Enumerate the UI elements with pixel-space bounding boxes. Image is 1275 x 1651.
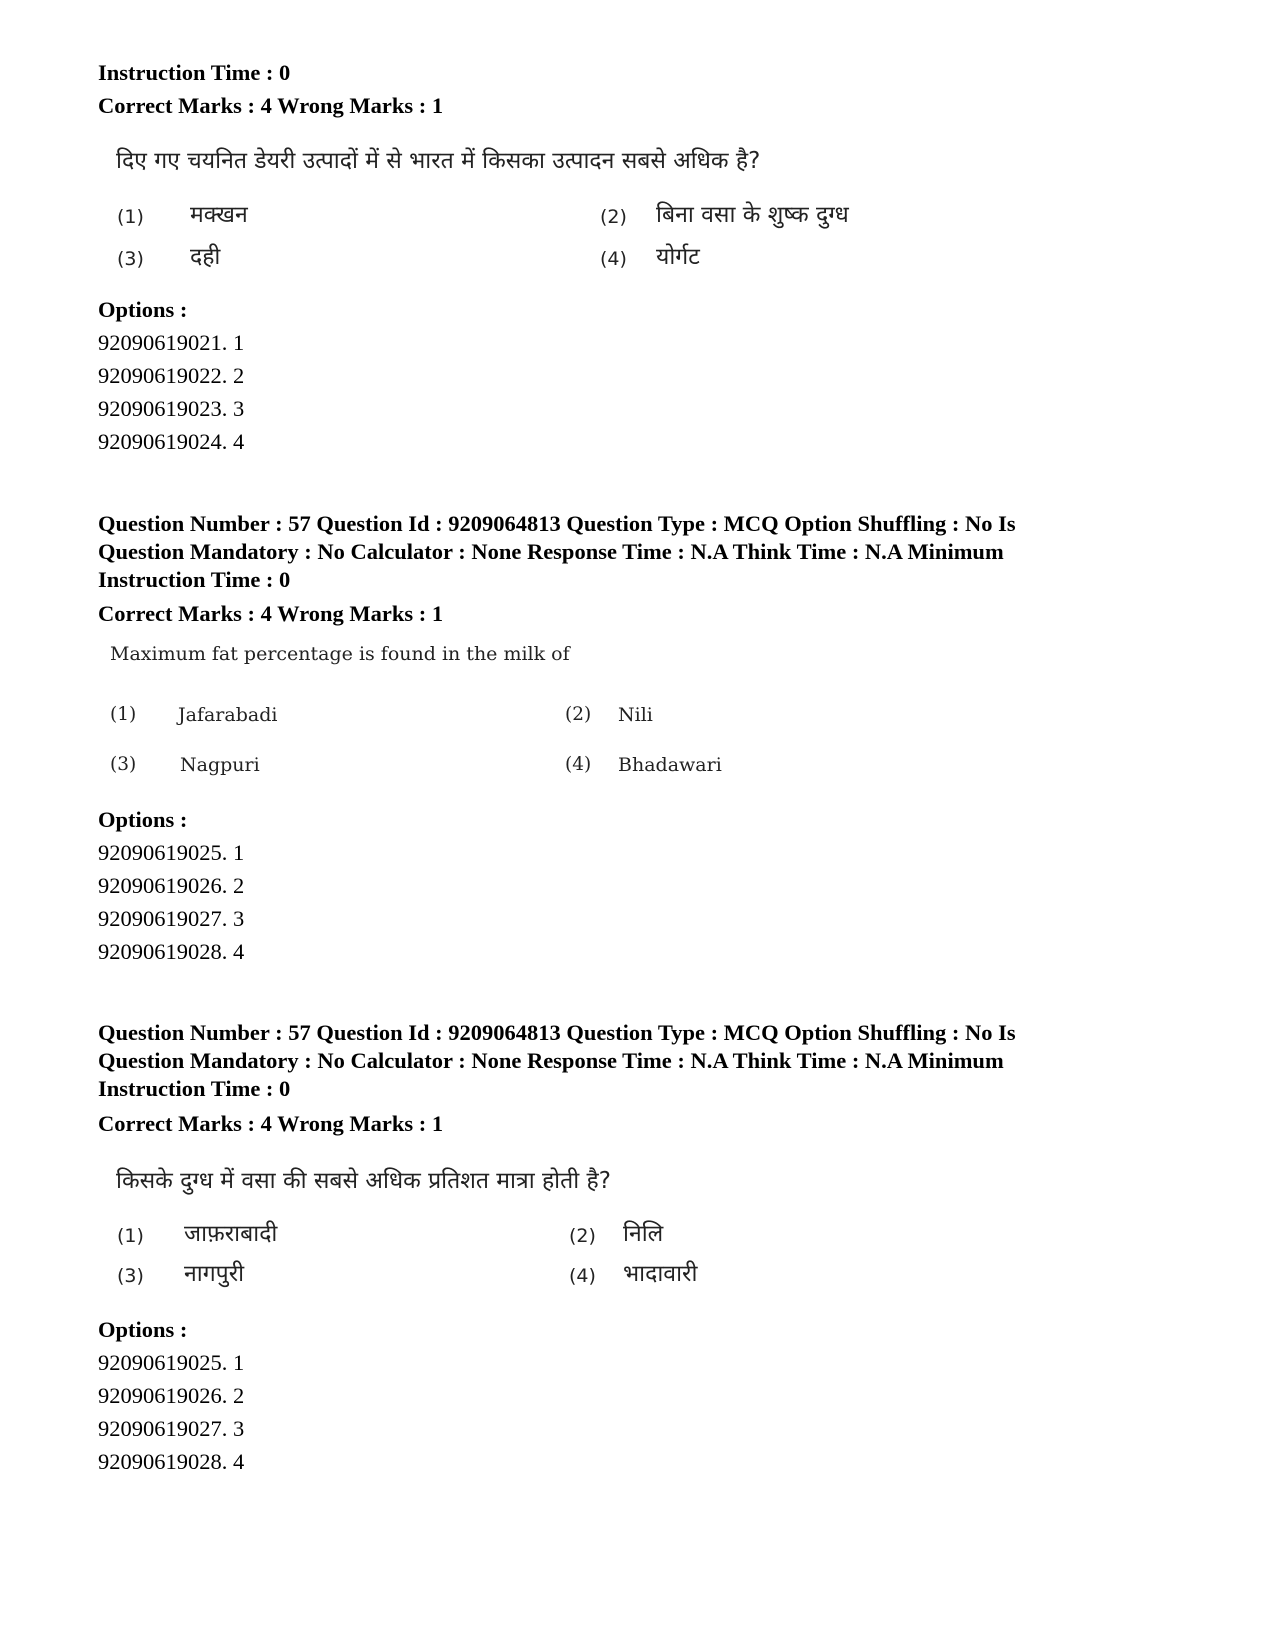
option-line: 92090619022. 2	[98, 363, 245, 388]
choice-number: (4)	[565, 754, 592, 775]
choice-number: (4)	[569, 1265, 596, 1287]
option-line: 92090619021. 1	[98, 330, 245, 355]
choice-number: (1)	[110, 704, 137, 725]
option-line: 92090619025. 1	[98, 1350, 245, 1375]
options-label: Options :	[98, 1317, 188, 1342]
choice-number: (2)	[565, 704, 592, 725]
option-line: 92090619027. 3	[98, 906, 245, 931]
question-header-line: Question Number : 57 Question Id : 9209064813 Question Type : MCQ Option Shuffling : No Is	[98, 511, 1016, 536]
marks-line: Correct Marks : 4 Wrong Marks : 1	[98, 93, 444, 118]
choice-text: Bhadawari	[618, 754, 722, 776]
question-text: दिए गए चयनित डेयरी उत्पादों में से भारत में किसका उत्पादन सबसे अधिक है?	[116, 148, 761, 174]
option-line: 92090619027. 3	[98, 1416, 245, 1441]
choice-text: योर्गट	[656, 244, 700, 270]
choice-number: (4)	[600, 248, 627, 270]
question-header-line: Question Mandatory : No Calculator : None Response Time : N.A Think Time : N.A Minimum	[98, 1048, 1004, 1073]
choice-text: Nili	[618, 704, 653, 726]
option-line: 92090619025. 1	[98, 840, 245, 865]
choice-text: निलि	[623, 1221, 664, 1247]
choice-text: नागपुरी	[184, 1261, 245, 1287]
option-line: 92090619023. 3	[98, 396, 245, 421]
question-header-line: Instruction Time : 0	[98, 567, 291, 592]
options-label: Options :	[98, 297, 188, 322]
option-line: 92090619028. 4	[98, 1449, 245, 1474]
option-line: 92090619024. 4	[98, 429, 245, 454]
question-text: Maximum fat percentage is found in the milk of	[110, 643, 570, 665]
choice-text: भादावारी	[623, 1261, 698, 1287]
choice-text: दही	[190, 244, 221, 270]
question-text: किसके दुग्ध में वसा की सबसे अधिक प्रतिशत मात्रा होती है?	[116, 1168, 611, 1194]
choice-text: Jafarabadi	[178, 704, 278, 726]
choice-number: (3)	[110, 754, 137, 775]
choice-text: Nagpuri	[180, 754, 260, 776]
marks-line: Correct Marks : 4 Wrong Marks : 1	[98, 601, 444, 626]
marks-line: Correct Marks : 4 Wrong Marks : 1	[98, 1111, 444, 1136]
question-header-line: Question Mandatory : No Calculator : None Response Time : N.A Think Time : N.A Minimum	[98, 539, 1004, 564]
choice-number: (3)	[117, 1265, 144, 1287]
choice-number: (1)	[117, 1225, 144, 1247]
choice-text: मक्खन	[190, 202, 248, 228]
choice-number: (2)	[569, 1225, 596, 1247]
option-line: 92090619028. 4	[98, 939, 245, 964]
option-line: 92090619026. 2	[98, 873, 245, 898]
instruction-time: Instruction Time : 0	[98, 60, 291, 85]
choice-text: जाफ़राबादी	[184, 1221, 278, 1247]
choice-number: (1)	[117, 206, 144, 228]
options-label: Options :	[98, 807, 188, 832]
question-header-line: Instruction Time : 0	[98, 1076, 291, 1101]
choice-number: (2)	[600, 206, 627, 228]
choice-text: बिना वसा के शुष्क दुग्ध	[656, 202, 849, 228]
question-header-line: Question Number : 57 Question Id : 9209064813 Question Type : MCQ Option Shuffling : No Is	[98, 1020, 1016, 1045]
choice-number: (3)	[117, 248, 144, 270]
option-line: 92090619026. 2	[98, 1383, 245, 1408]
